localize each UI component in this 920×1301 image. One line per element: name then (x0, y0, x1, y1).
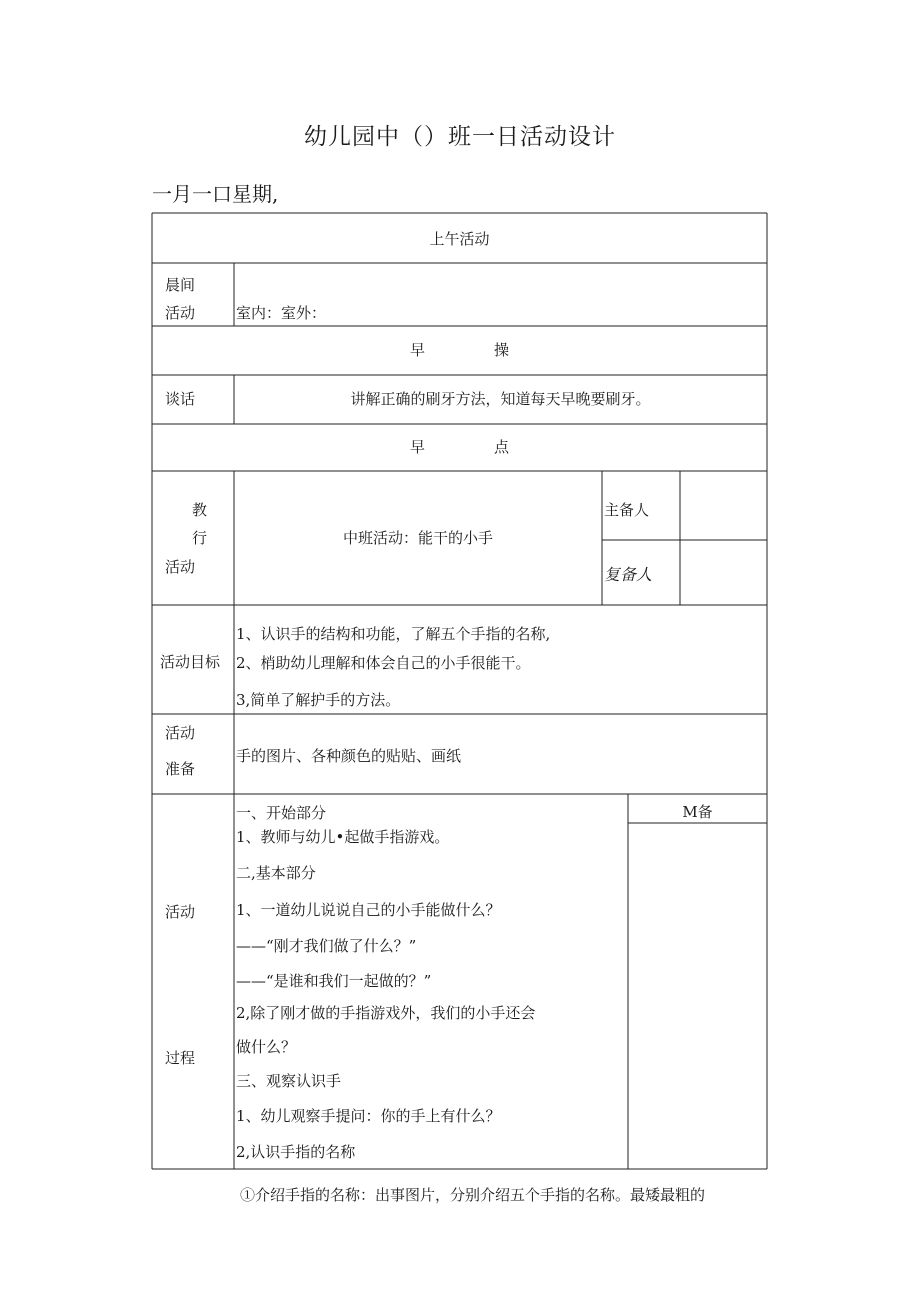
tanhua-content: 讲解正确的刷牙方法，知道每天早晚要刷牙。 (350, 390, 651, 408)
jiaoxing-content: 中班活动：能干的小手 (342, 529, 493, 547)
process-label-2: 过程 (165, 1049, 196, 1067)
process-line: 二,基本部分 (236, 864, 316, 882)
zaocao-char-1: 早 (410, 341, 426, 359)
goals-label: 活动目标 (160, 653, 221, 671)
process-line: 一、开始部分 (236, 804, 327, 822)
process-line: 1、幼儿观察手提问：你的手上有什么？ (236, 1107, 501, 1125)
page-title: 幼儿园中（）班一日活动设计 (304, 124, 616, 150)
co-preparer-label: 复备人 (604, 565, 653, 584)
chenjian-content: 室内：室外： (236, 304, 327, 322)
goal-item-1: 1、认识手的结构和功能，了解五个手指的名称, (236, 625, 551, 643)
preparation-label-2: 准备 (165, 760, 196, 778)
process-line: ——“是谁和我们一起做的？” (236, 972, 432, 990)
zaodian-char-1: 早 (410, 438, 426, 456)
goal-item-3: 3,简单了解护手的方法。 (236, 691, 401, 709)
main-preparer-label: 主备人 (604, 501, 650, 519)
goal-item-2: 2、梢助幼儿理解和体会自己的小手很能干。 (236, 654, 531, 672)
jiaoxing-label-2: 行 (192, 529, 208, 547)
process-line: 1、教师与幼儿•起做手指游戏。 (236, 828, 450, 846)
process-line: 2,认识手指的名称 (236, 1143, 356, 1161)
morning-section-header: 上午活动 (429, 230, 490, 248)
process-line: 三、观察认识手 (236, 1072, 342, 1090)
jiaoxing-label-3: 活动 (165, 558, 196, 576)
process-line: 做什么？ (236, 1038, 297, 1056)
preparation-label-1: 活动 (165, 724, 196, 742)
chenjian-label-1: 晨间 (165, 276, 196, 294)
process-notes-header: M备 (682, 803, 713, 821)
zaocao-char-2: 操 (494, 341, 510, 359)
process-line: ——“刚才我们做了什么？” (236, 937, 417, 955)
jiaoxing-label-1: 教 (192, 501, 208, 519)
chenjian-label-2: 活动 (165, 304, 196, 322)
process-line: 2,除了刚才做的手指游戏外，我们的小手还会 (236, 1004, 536, 1022)
continuation-text: ①介绍手指的名称：出事图片，分别介绍五个手指的名称。最矮最粗的 (240, 1186, 706, 1204)
preparation-content: 手的图片、各种颜色的贴贴、画纸 (236, 747, 462, 765)
date-line: 一月一口星期, (152, 182, 279, 206)
tanhua-label: 谈话 (165, 390, 196, 408)
process-label-1: 活动 (165, 903, 196, 921)
process-line: 1、一道幼儿说说自己的小手能做什么？ (236, 901, 501, 919)
zaodian-char-2: 点 (494, 438, 510, 456)
